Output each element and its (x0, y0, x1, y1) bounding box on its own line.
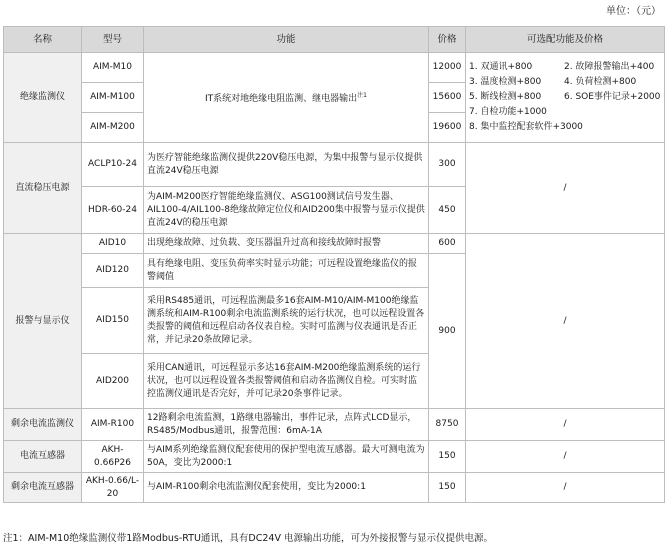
price-cell: 600 (429, 234, 466, 254)
table-header-row (4, 27, 665, 53)
group-name-dc-power: 直流稳压电源 (4, 143, 82, 234)
group-name-ct: 电流互感器 (4, 441, 82, 473)
function-cell: 为AIM-M200医疗智能绝缘监测仪、ASG100测试信号发生器、AIL100-4/AIL100-8绝缘故障定位仪和AID200集中报警与显示仪提供直流24V的稳压电源 (144, 187, 429, 234)
function-cell: 与AIM-R100剩余电流监测仪配套使用，变比为2000:1 (144, 473, 429, 503)
model-cell: AIM-M200 (82, 113, 144, 143)
function-cell: 具有绝缘电阻、变压负荷率实时显示功能；可远程设置绝缘监仪的报警阈值 (144, 254, 429, 288)
function-cell: 出现绝缘故障、过负载、变压器温升过高和接线故障时报警 (144, 234, 429, 254)
table-row (4, 53, 665, 83)
function-cell: 12路剩余电流监测，1路继电器输出，事件记录，点阵式LCD显示，RS485/Modbus通讯，报警范围：6mA-1A (144, 409, 429, 441)
option-item: 3. 温度检测+800 (469, 77, 542, 87)
table-row (4, 234, 665, 254)
group-name-alarm: 报警与显示仪 (4, 234, 82, 409)
price-cell: 900 (429, 254, 466, 409)
header-options: 可选配功能及价格 (466, 27, 665, 53)
header-price: 价格 (429, 27, 466, 53)
options-row (469, 90, 661, 105)
options-row (469, 105, 661, 120)
model-cell: AID10 (82, 234, 144, 254)
options-cell-alarm: / (466, 234, 665, 409)
unit-label: 单位：（元） (606, 6, 661, 17)
options-row (469, 60, 661, 75)
option-item: 8. 集中监控配套软件+3000 (469, 122, 583, 132)
options-row (469, 120, 661, 135)
model-cell: AID120 (82, 254, 144, 288)
price-cell: 12000 (429, 53, 466, 83)
price-cell: 450 (429, 187, 466, 234)
group-name-insulation: 绝缘监测仪 (4, 53, 82, 143)
price-cell: 19600 (429, 113, 466, 143)
model-cell: AIM-R100 (82, 409, 144, 441)
options-cell-insulation (466, 53, 665, 143)
function-cell: 为医疗智能绝缘监测仪提供220V稳压电源，为集中报警与显示仪提供直流24V稳压电源 (144, 143, 429, 187)
option-item: 7. 自检功能+1000 (469, 107, 547, 117)
function-cell: 采用RS485通讯，可远程监测最多16套AIM-M10/AIM-M100绝缘监测系统和AIM-R100剩余电流监测系统的运行状况，也可以远程设置各类报警的阈值和远程启动各仪表自检。实时可监测与仪表通讯是否正常，并记录20条故障记录。 (144, 288, 429, 354)
option-item: 4. 负荷检测+800 (564, 77, 637, 87)
option-item: 5. 断线检测+800 (469, 92, 542, 102)
price-cell: 15600 (429, 83, 466, 113)
function-footnote-marker: 注1 (357, 92, 367, 99)
options-row (469, 75, 661, 90)
model-cell: ACLP10-24 (82, 143, 144, 187)
function-text: IT系统对地绝缘电阻监测、继电器输出 (205, 94, 358, 104)
price-cell: 300 (429, 143, 466, 187)
price-cell: 150 (429, 441, 466, 473)
table-row (4, 409, 665, 441)
model-cell: HDR-60-24 (82, 187, 144, 234)
price-cell: 150 (429, 473, 466, 503)
footnote: 注1：AIM-M10绝缘监测仪带1路Modbus-RTU通讯，具有DC24V 电源输出功能，可为外接报警与显示仪提供电源。 (3, 533, 493, 544)
group-name-residual: 剩余电流监测仪 (4, 409, 82, 441)
price-table (3, 26, 665, 503)
model-cell: AKH-0.66/L-20 (82, 473, 144, 503)
option-item: 6. SOE事件记录+2000 (564, 92, 661, 102)
table-row (4, 473, 665, 503)
options-cell-dc-power: / (466, 143, 665, 234)
model-cell: AIM-M10 (82, 53, 144, 83)
model-cell: AID200 (82, 354, 144, 409)
options-cell-rct: / (466, 473, 665, 503)
table-row (4, 441, 665, 473)
options-cell-ct: / (466, 441, 665, 473)
option-item: 2. 故障报警输出+400 (564, 62, 655, 72)
header-function: 功能 (144, 27, 429, 53)
options-list (469, 60, 661, 135)
group-name-rct: 剩余电流互感器 (4, 473, 82, 503)
function-cell-insulation (144, 53, 429, 143)
function-cell: 采用CAN通讯，可远程显示多达16套AIM-M200绝缘监测系统的运行状况，也可以远程设置各类报警阈值和启动各监测仪自检。可实时监控监测仪通讯是否完好，并可记录20条事件记录。 (144, 354, 429, 409)
model-cell: AIM-M100 (82, 83, 144, 113)
price-cell: 8750 (429, 409, 466, 441)
header-model: 型号 (82, 27, 144, 53)
header-name: 名称 (4, 27, 82, 53)
option-item: 1. 双通讯+800 (469, 62, 533, 72)
model-cell: AID150 (82, 288, 144, 354)
options-cell-residual: / (466, 409, 665, 441)
function-cell: 与AIM系列绝缘监测仪配套使用的保护型电流互感器。最大可测电流为50A，变比为2000:1 (144, 441, 429, 473)
table-row (4, 143, 665, 187)
model-cell: AKH-0.66P26 (82, 441, 144, 473)
